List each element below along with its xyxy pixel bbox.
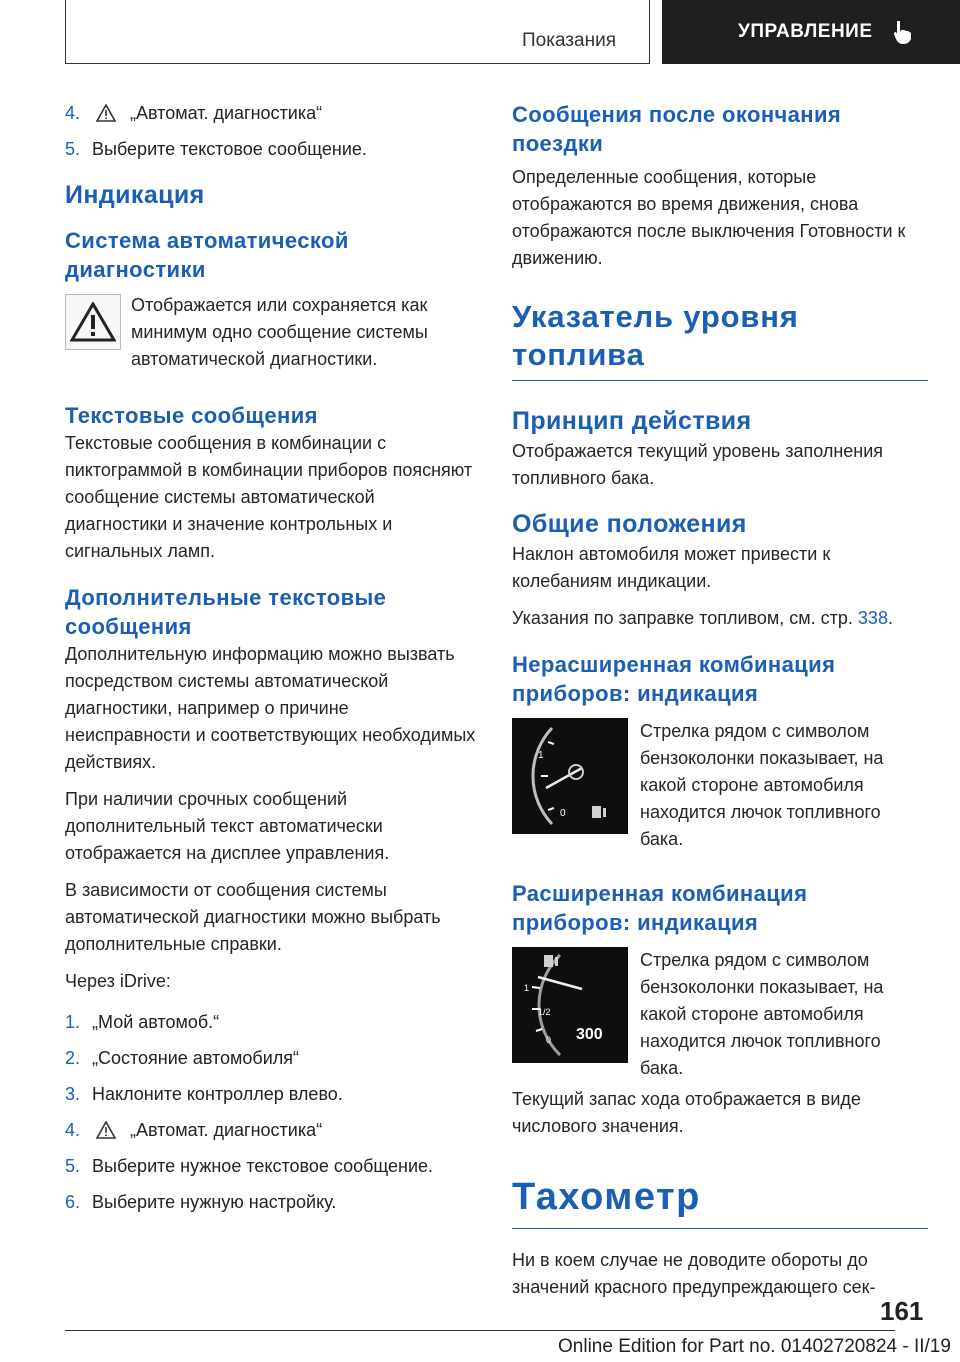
nonextended-cluster-block — [512, 718, 928, 853]
step-text: Выберите нужное текстовое сообщение. — [92, 1156, 434, 1176]
list-item — [65, 1009, 478, 1036]
paragraph: При наличии срочных сообщений дополнительный текст автоматически отображается на дисплее управления. — [65, 789, 390, 863]
paragraph: Дополнительную информацию можно вызвать посредством системы автоматической диагностики, например о причине неисправности и соответствующих необходимых действиях. — [65, 644, 476, 772]
heading-auto-diagnostics: Система автоматической диагностики — [65, 228, 349, 282]
refuel-suffix: . — [887, 608, 893, 628]
header-chapter-tab[interactable] — [662, 0, 960, 64]
paragraph: Отображается текущий уровень заполнения топливного бака. — [512, 441, 884, 488]
warning-text: Отображается или сохраняется как минимум одно сообщение системы автоматической диагностики. — [131, 295, 428, 369]
heading-additional-messages: Дополнительные текстовые сообщения — [65, 585, 387, 639]
heading-principle: Принцип действия — [512, 407, 752, 435]
warning-triangle-icon — [96, 1121, 116, 1139]
list-item — [65, 100, 478, 127]
step-text: Наклоните контроллер влево. — [92, 1084, 343, 1104]
gauge-tick-full: 1 — [524, 983, 530, 993]
fuel-gauge-range-image — [512, 947, 628, 1063]
step-text: „Состояние автомобиля“ — [92, 1048, 300, 1068]
paragraph: Определенные сообщения, которые отображаются во время движения, снова отображаются после выключения Готовности к движению. — [512, 167, 906, 268]
step-text: „Мой автомоб.“ — [92, 1012, 220, 1032]
gauge-tick-half: 1/2 — [538, 1007, 551, 1017]
step-number: 5. — [65, 1156, 81, 1176]
paragraph: Стрелка рядом с символом бензоколонки показывает, на какой стороне автомобиля находится лючок топливного бака. — [640, 950, 884, 1078]
paragraph: В зависимости от сообщения системы автоматической диагностики можно выбрать дополнительные справки. — [65, 880, 441, 954]
gauge-tick-full: 1 — [538, 750, 544, 761]
fuel-gauge-image — [512, 718, 628, 834]
step-number: 4. — [65, 103, 81, 123]
step-text: „Автомат. диагностика“ — [130, 1120, 323, 1140]
paragraph: Ни в коем случае не доводите обороты до значений красного предупреждающего сек- — [512, 1250, 876, 1297]
heading-indication: Индикация — [65, 181, 205, 209]
list-item — [65, 1189, 478, 1216]
header-section-title: Показания — [522, 30, 616, 51]
warning-triangle-icon — [96, 104, 116, 122]
step-text: Выберите нужную настройку. — [92, 1192, 337, 1212]
idrive-step-list — [65, 1009, 478, 1216]
warning-block — [65, 292, 478, 373]
heading-after-trip: Сообщения после окончания поездки — [512, 102, 842, 156]
chapter-heading-tachometer — [512, 1174, 928, 1229]
step-number: 3. — [65, 1084, 81, 1104]
step-text: „Автомат. диагностика“ — [130, 103, 323, 123]
paragraph-refuel-reference — [512, 605, 928, 632]
footer-edition: Online Edition for Part no. 01402720824 - II/19 — [558, 1336, 951, 1357]
step-number: 1. — [65, 1012, 81, 1032]
heading-text-messages: Текстовые сообщения — [65, 403, 318, 428]
heading-nonextended-cluster: Нерасширенная комбинация приборов: индикация — [512, 652, 836, 706]
list-item — [65, 1045, 478, 1072]
step-number: 4. — [65, 1120, 81, 1140]
gauge-tick-empty: 0 — [560, 808, 566, 819]
paragraph: Текстовые сообщения в комбинации с пиктограммой в комбинации приборов поясняют сообщение системы автоматической диагностики и значение контрольных и сигнальных ламп. — [65, 433, 473, 561]
gauge-tick-empty: 0 — [546, 1035, 552, 1045]
header-chapter-label: УПРАВЛЕНИЕ — [738, 21, 873, 42]
chapter-heading-fuel — [512, 298, 928, 381]
extended-cluster-block — [512, 947, 928, 1082]
paragraph: Стрелка рядом с символом бензоколонки показывает, на какой стороне автомобиля находится лючок топливного бака. — [640, 721, 884, 849]
range-value: 300 — [576, 1026, 603, 1043]
refuel-text: Указания по заправке топливом, см. стр. — [512, 608, 853, 628]
step-number: 5. — [65, 139, 81, 159]
list-item — [65, 1153, 478, 1180]
page-link-338[interactable]: 338 — [857, 608, 888, 628]
step-number: 6. — [65, 1192, 81, 1212]
step-text: Выберите текстовое сообщение. — [92, 139, 367, 159]
list-item — [65, 1081, 478, 1108]
heading-fuel-gauge: Указатель уровня топлива — [512, 299, 799, 372]
list-item — [65, 1117, 478, 1144]
warning-triangle-icon — [65, 294, 121, 350]
footer-divider — [65, 1330, 895, 1331]
paragraph: Наклон автомобиля может привести к колебаниям индикации. — [512, 544, 831, 591]
list-item — [65, 136, 478, 163]
heading-general: Общие положения — [512, 510, 747, 538]
heading-extended-cluster: Расширенная комбинация приборов: индикация — [512, 881, 808, 935]
pointing-hand-icon — [891, 19, 915, 45]
top-step-list — [65, 100, 478, 163]
paragraph: Текущий запас хода отображается в виде числового значения. — [512, 1089, 861, 1136]
right-column — [512, 100, 928, 1311]
heading-tachometer: Тахометр — [512, 1176, 701, 1218]
paragraph: Через iDrive: — [65, 971, 171, 991]
left-column — [65, 100, 478, 1225]
step-number: 2. — [65, 1048, 81, 1068]
page-number: 161 — [880, 1296, 924, 1326]
